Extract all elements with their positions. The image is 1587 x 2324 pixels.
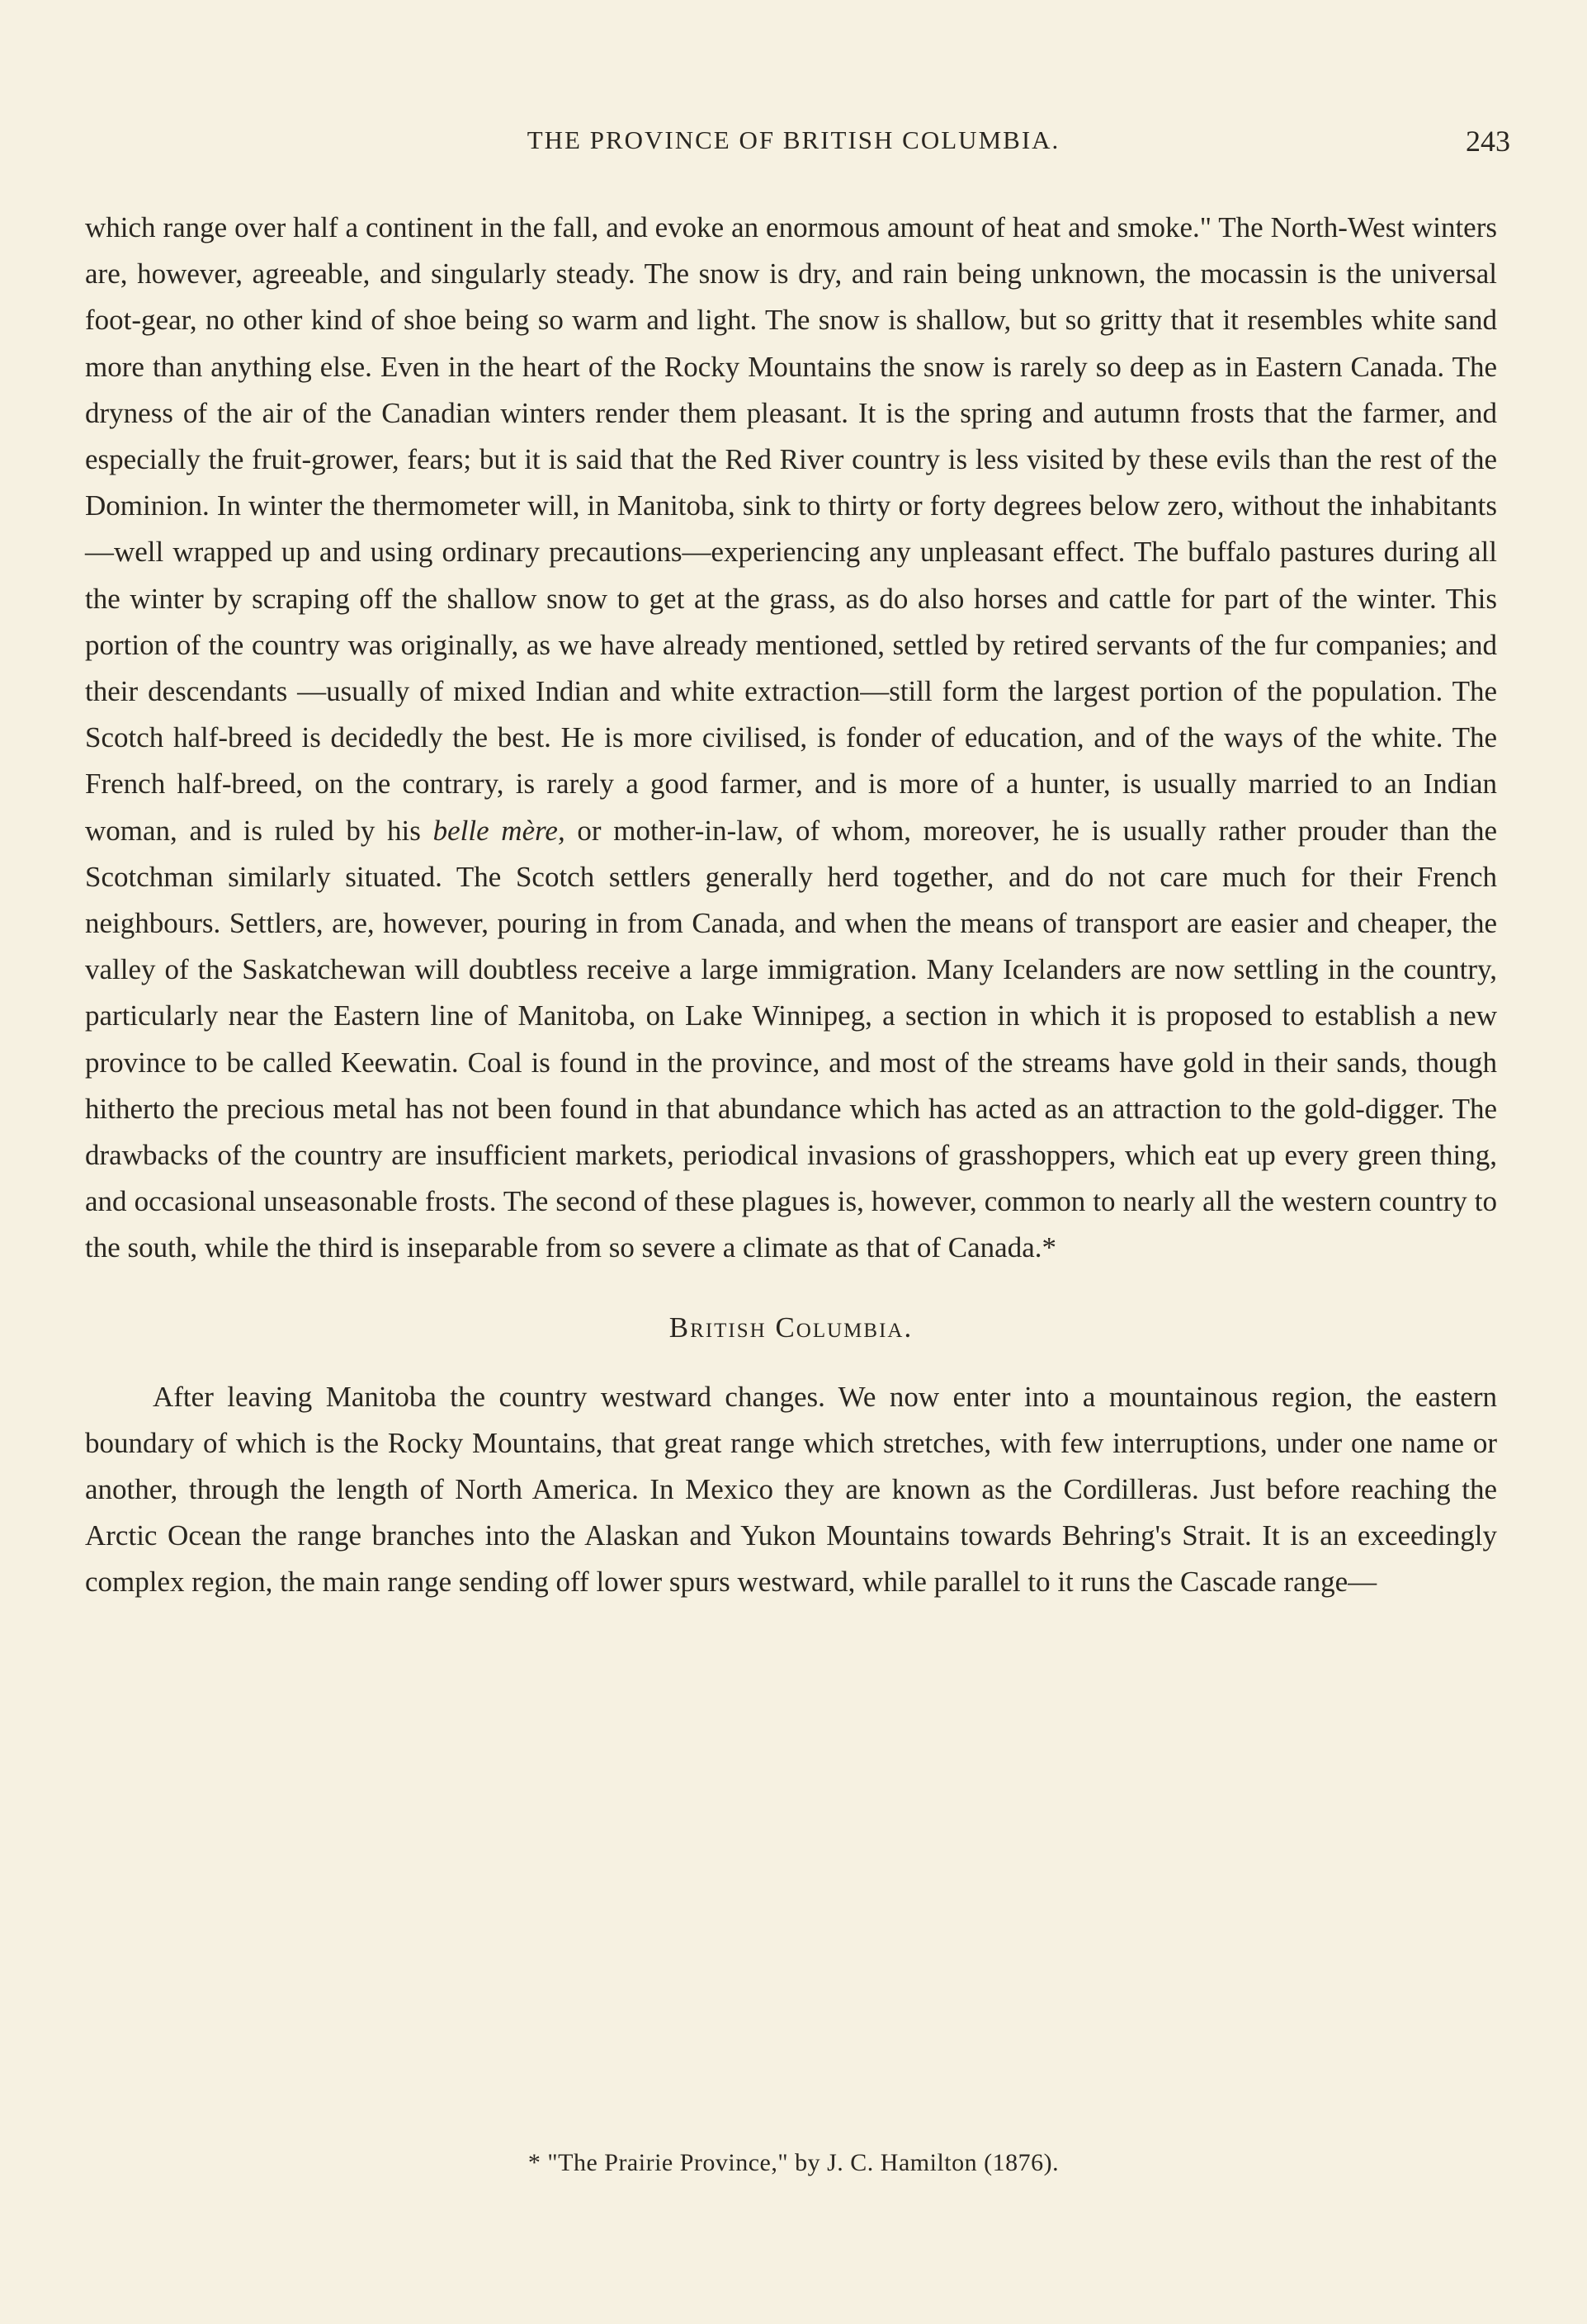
page-number: 243 [1466, 125, 1510, 158]
body-text [85, 205, 1497, 1606]
running-title: THE PROVINCE OF BRITISH COLUMBIA. [527, 125, 1060, 154]
paragraph-north-west-winters [85, 205, 1497, 1272]
footnote: * "The Prairie Province," by J. C. Hamilton (1876). [527, 2149, 1060, 2176]
paragraph-british-columbia: After leaving Manitoba the country westward changes. We now enter into a mountainous region, the eastern boundary of which is the Rocky Mountains, that great range which stretches, with few interruptions, under one name or another, through the length of North America. In Mexico they are known as the Cordilleras. Just before reaching the Arctic Ocean the range branches into the Alaskan and Yukon Mountains towards Behring's Strait. It is an exceedingly complex region, the main range sending off lower spurs westward, while parallel to it runs the Cascade range— [85, 1380, 1497, 1599]
paragraph-text: which range over half a continent in the fall, and evoke an enormous amount of heat and smoke." The North-West winters are, however, agreeable, and singularly steady. The snow is dry, and rain being unknown, the mocassin is the universal foot-gear, no other kind of shoe being so warm and light. The snow is shallow, but so gritty that it resembles white sand more than anything else. Even in the heart of the Rocky Mountains the snow is rarely so deep as in Eastern Canada. The dryness of the air of the Canadian winters render them pleasant. It is the spring and autumn frosts that the farmer, and especially the fruit-grower, fears; but it is said that the Red River country is less visited by these evils than the rest of the Dominion. In winter the thermometer will, in Manitoba, sink to thirty or forty degrees below zero, without the inhabitants—well wrapped up and using ordinary precautions—experiencing any unpleasant effect. The buffalo pastures during all the winter by scraping off the shallow snow to get at the grass, as do also horses and cattle for part of the winter. This portion of the country was originally, as we have already mentioned, settled by retired servants of the fur companies; and their descendants —usually of mixed Indian and white extraction—still form the largest portion of the population. The Scotch half-breed is decidedly the best. He is more civilised, is fonder of education, and of the ways of the white. The French half-breed, on the contrary, is rarely a good farmer, and is more of a hunter, is usually married to an Indian woman, and is ruled by his [85, 211, 1497, 847]
italic-phrase: belle mère, [432, 814, 565, 847]
paragraph-text: or mother-in-law, of whom, moreover, he is usually rather prouder than the Scotchman similarly situated. The Scotch settlers generally herd together, and do not care much for their French neighbours. Settlers, are, however, pouring in from Canada, and when the means of transport are easier and cheaper, the valley of the Saskatchewan will doubtless receive a large immigration. Many Icelanders are now settling in the country, particularly near the Eastern line of Manitoba, on Lake Winnipeg, a section in which it is proposed to establish a new province to be called Keewatin. Coal is found in the province, and most of the streams have gold in their sands, though hitherto the precious metal has not been found in that abundance which has acted as an attraction to the gold-digger. The drawbacks of the country are insufficient markets, periodical invasions of grasshoppers, which eat up every green thing, and occasional unseasonable frosts. The second of these plagues is, however, common to nearly all the western country to the south, while the third is inseparable from so severe a climate as that of Canada.* [85, 814, 1498, 1264]
section-heading: British Columbia. [668, 1311, 914, 1344]
